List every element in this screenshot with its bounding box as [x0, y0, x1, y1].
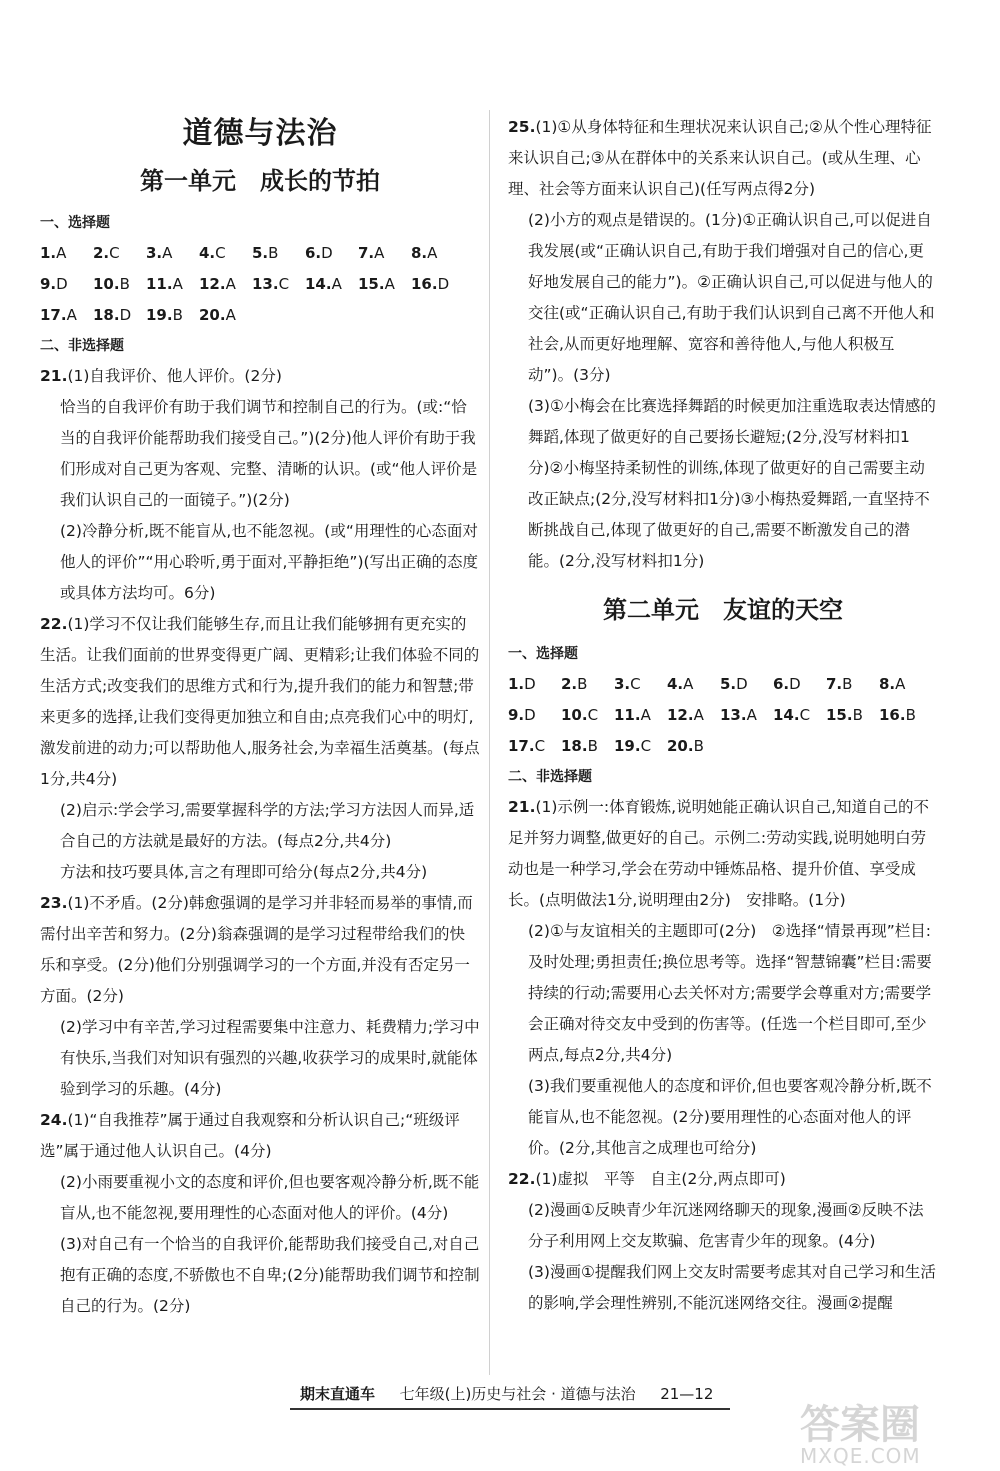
choice-answer [146, 300, 191, 331]
choice-answer [146, 238, 191, 269]
answer-text: (1)①从身体特征和生理状况来认识自己;②从个性心理特征来认识自己;③从在群体中的关系来认识自己。(或从生理、心理、社会等方面来认识自己)(任写两点得2分) [508, 118, 932, 198]
choice-letter: B [587, 737, 598, 755]
choice-answer [614, 700, 659, 731]
choice-letter: D [524, 706, 536, 724]
choice-answer [411, 238, 456, 269]
left-column [40, 110, 480, 1322]
choice-letter: B [119, 275, 130, 293]
footer-text [300, 1382, 713, 1406]
choice-number: 11. [146, 275, 173, 293]
choice-letter: C [587, 706, 599, 724]
answer-text: (3)①小梅会在比赛选择舞蹈的时候更加注重选取表达情感的舞蹈,体现了做更好的自己要扬长避短;(2分,没写材料扣1分)②小梅坚持柔韧性的训练,体现了做更好的自己需要主动改正缺点;(2分,没写材料扣1分)③小梅热爱舞蹈,一直坚持不断挑战自己,体现了做更好的自己,需要不断激发自己的潜能。(2分,没写材料扣1分) [528, 397, 936, 570]
choice-letter: A [162, 244, 173, 262]
unit1-section-choice: 一、选择题 [40, 215, 110, 231]
q-number: 22. [40, 615, 68, 633]
choice-letter: A [683, 675, 694, 693]
choice-letter: C [630, 675, 641, 693]
unit1-q23 [40, 888, 480, 1012]
choice-letter: C [799, 706, 811, 724]
choice-answer [773, 700, 818, 731]
choice-answer [93, 269, 138, 300]
choice-answer [879, 669, 924, 700]
choice-letter: A [427, 244, 438, 262]
unit1-title: 第一单元 成长的节拍 [140, 166, 380, 195]
choice-answer [199, 300, 244, 331]
unit2-q22 [508, 1164, 938, 1195]
choice-number: 6. [773, 675, 790, 693]
choice-answer [614, 669, 659, 700]
choice-answer [508, 700, 553, 731]
unit1-q25 [508, 112, 938, 205]
choice-letter: A [693, 706, 704, 724]
choice-number: 16. [879, 706, 906, 724]
choice-letter: D [119, 306, 132, 324]
answer-text: (3)对自己有一个恰当的自我评价,能帮助我们接受自己,对自己抱有正确的态度,不骄傲也不自卑;(2分)能帮助我们调节和控制自己的行为。(2分) [60, 1235, 480, 1315]
choice-number: 1. [40, 244, 57, 262]
choice-letter: A [384, 275, 395, 293]
choice-number: 10. [93, 275, 120, 293]
choice-number: 10. [561, 706, 588, 724]
choice-number: 19. [146, 306, 173, 324]
choice-number: 15. [826, 706, 853, 724]
choice-letter: B [268, 244, 279, 262]
choice-number: 4. [667, 675, 684, 693]
choice-letter: A [746, 706, 757, 724]
choice-answer [305, 238, 350, 269]
choice-number: 6. [305, 244, 322, 262]
q-number: 24. [40, 1111, 68, 1129]
right-column [508, 112, 938, 1319]
q-number: 21. [40, 367, 68, 385]
choice-letter: B [852, 706, 863, 724]
q-number: 25. [508, 118, 536, 136]
choice-letter: B [905, 706, 916, 724]
choice-answer [358, 238, 403, 269]
choice-number: 20. [199, 306, 226, 324]
choice-answer [508, 669, 553, 700]
watermark-url: MXQE.COM [800, 1444, 921, 1468]
q-number: 23. [40, 894, 68, 912]
column-divider [489, 110, 490, 1375]
choice-answer [199, 238, 244, 269]
answer-text: (1)“自我推荐”属于通过自我观察和分析认识自己;“班级评选”属于通过他人认识自己。(4分) [40, 1111, 460, 1160]
answer-text: (1)不矛盾。(2分)韩愈强调的是学习并非轻而易举的事情,而需付出辛苦和努力。(2分)翁森强调的是学习过程带给我们的快乐和享受。(2分)他们分别强调学习的一个方面,并没有否定另一方面。(2分) [40, 894, 473, 1005]
answer-text: (3)漫画①提醒我们网上交友时需要考虑其对自己学习和生活的影响,学会理性辨别,不能沉迷网络交往。漫画②提醒 [528, 1263, 936, 1312]
q-number: 22. [508, 1170, 536, 1188]
choice-number: 9. [40, 275, 57, 293]
choice-answer [252, 269, 297, 300]
choice-letter: A [66, 306, 77, 324]
choice-number: 17. [508, 737, 535, 755]
choice-answer [667, 731, 712, 762]
subject-title: 道德与法治 [182, 116, 338, 151]
answer-text: (3)我们要重视他人的态度和评价,但也要客观冷静分析,既不能盲从,也不能忽视。(2分)要用理性的心态面对他人的评价。(2分,其他言之成理也可给分) [528, 1077, 932, 1157]
answer-text: (1)学习不仅让我们能够生存,而且让我们能够拥有更充实的生活。让我们面前的世界变得更广阔、更精彩;让我们体验不同的生活方式;改变我们的思维方式和行为,提升我们的能力和智慧;带来更多的选择,让我们变得更加独立和自由;点亮我们心中的明灯,激发前进的动力;可以帮助他人,服务社会,为幸福生活奠基。(每点1分,共4分) [40, 615, 480, 788]
choice-number: 18. [93, 306, 120, 324]
choice-number: 1. [508, 675, 525, 693]
choice-letter: A [640, 706, 651, 724]
unit2-section-choice: 一、选择题 [508, 646, 578, 662]
choice-letter: C [109, 244, 120, 262]
choice-answer [411, 269, 456, 300]
choice-number: 14. [305, 275, 332, 293]
answer-text: (2)学习中有辛苦,学习过程需要集中注意力、耗费精力;学习中有快乐,当我们对知识有强烈的兴趣,收获学习的成果时,就能体验到学习的乐趣。(4分) [60, 1018, 480, 1098]
answer-text: (1)虚拟 平等 自主(2分,两点即可) [535, 1170, 786, 1188]
choice-letter: A [225, 306, 236, 324]
choice-number: 5. [720, 675, 737, 693]
answer-text: (2)漫画①反映青少年沉迷网络聊天的现象,漫画②反映不法分子利用网上交友欺骗、危害青少年的现象。(4分) [528, 1201, 924, 1250]
choice-letter: D [56, 275, 68, 293]
choice-answer [561, 669, 606, 700]
choice-letter: A [331, 275, 342, 293]
unit2-title: 第二单元 友谊的天空 [603, 595, 843, 624]
choice-answer [773, 669, 818, 700]
choice-answer [40, 238, 85, 269]
choice-answer [93, 238, 138, 269]
choice-answer [40, 269, 85, 300]
choice-number: 8. [411, 244, 428, 262]
footer-course: 七年级(上)历史与社会 · 道德与法治 [399, 1385, 636, 1403]
choice-number: 4. [199, 244, 216, 262]
choice-answer [199, 269, 244, 300]
choice-number: 7. [358, 244, 375, 262]
q-number: 21. [508, 798, 536, 816]
choice-letter: A [225, 275, 236, 293]
choice-number: 15. [358, 275, 385, 293]
choice-number: 3. [614, 675, 631, 693]
unit1-q21 [40, 361, 480, 392]
choice-number: 14. [773, 706, 800, 724]
choice-letter: C [640, 737, 652, 755]
choice-answer [305, 269, 350, 300]
choice-answer [508, 731, 553, 762]
choice-answer [720, 700, 765, 731]
choice-letter: C [215, 244, 226, 262]
answer-text: (2)启示:学会学习,需要掌握科学的方法;学习方法因人而异,适合自己的方法就是最好的方法。(每点2分,共4分) [60, 801, 475, 850]
choice-letter: A [56, 244, 67, 262]
choice-answer [40, 300, 85, 331]
choice-number: 12. [199, 275, 226, 293]
choice-number: 17. [40, 306, 67, 324]
watermark [800, 1401, 970, 1468]
unit1-choice-answers [40, 238, 480, 331]
footer-rule [290, 1408, 730, 1410]
choice-answer [614, 731, 659, 762]
choice-number: 13. [252, 275, 279, 293]
choice-number: 3. [146, 244, 163, 262]
choice-letter: D [524, 675, 536, 693]
choice-number: 2. [561, 675, 578, 693]
choice-number: 7. [826, 675, 843, 693]
unit1-q22 [40, 609, 480, 795]
answer-text: 方法和技巧要具体,言之有理即可给分(每点2分,共4分) [60, 863, 428, 881]
answer-text: (1)自我评价、他人评价。(2分) [67, 367, 282, 385]
choice-number: 13. [720, 706, 747, 724]
choice-letter: D [736, 675, 748, 693]
choice-answer [561, 731, 606, 762]
choice-letter: C [278, 275, 290, 293]
unit2-choice-answers [508, 669, 938, 762]
choice-letter: B [172, 306, 183, 324]
choice-letter: B [693, 737, 704, 755]
choice-answer [252, 238, 297, 269]
choice-number: 12. [667, 706, 694, 724]
answer-text: (1)示例一:体育锻炼,说明她能正确认识自己,知道自己的不足并努力调整,做更好的自己。示例二:劳动实践,说明她明白劳动也是一种学习,学会在劳动中锤炼品格、提升价值、享受成长。(点明做法1分,说明理由2分) 安排略。(1分) [508, 798, 930, 909]
choice-number: 2. [93, 244, 110, 262]
choice-answer [358, 269, 403, 300]
choice-answer [879, 700, 924, 731]
choice-number: 16. [411, 275, 438, 293]
answer-text: (2)小方的观点是错误的。(1分)①正确认识自己,可以促进自我发展(或“正确认识自己,有助于我们增强对自己的信心,更好地发展自己的能力”)。②正确认识自己,可以促进与他人的交往(或“正确认识自己,有助于我们认识到自己离不开他人和社会,从而更好地理解、宽容和善待他人,与他人积极互动”)。(3分) [528, 211, 935, 384]
choice-number: 20. [667, 737, 694, 755]
choice-letter: D [321, 244, 333, 262]
choice-letter: A [172, 275, 183, 293]
choice-letter: D [437, 275, 450, 293]
unit1-section-nonchoice: 二、非选择题 [40, 338, 124, 354]
unit2-q21 [508, 792, 938, 916]
choice-letter: D [789, 675, 801, 693]
answer-text: (2)冷静分析,既不能盲从,也不能忽视。(或“用理性的心态面对他人的评价”“用心聆听,勇于面对,平静拒绝”)(写出正确的态度或具体方法均可。6分) [60, 522, 479, 602]
choice-answer [561, 700, 606, 731]
choice-number: 9. [508, 706, 525, 724]
choice-number: 18. [561, 737, 588, 755]
choice-answer [826, 669, 871, 700]
choice-answer [720, 669, 765, 700]
answer-text: (2)①与友谊相关的主题即可(2分) ②选择“情景再现”栏目:及时处理;勇担责任;换位思考等。选择“智慧锦囊”栏目:需要持续的行动;需要用心去关怀对方;需要学会尊重对方;需要学会正确对待交友中受到的伤害等。(任选一个栏目即可,至少两点,每点2分,共4分) [528, 922, 932, 1064]
watermark-logo: 答案圈 [800, 1401, 920, 1448]
choice-letter: A [374, 244, 385, 262]
choice-number: 19. [614, 737, 641, 755]
choice-letter: B [577, 675, 588, 693]
choice-answer [826, 700, 871, 731]
choice-number: 11. [614, 706, 641, 724]
choice-answer [93, 300, 138, 331]
page-number: 21—12 [660, 1385, 714, 1403]
footer-brand: 期末直通车 [300, 1385, 376, 1403]
choice-answer [667, 700, 712, 731]
answer-text: 恰当的自我评价有助于我们调节和控制自己的行为。(或:“恰当的自我评价能帮助我们接受自己。”)(2分)他人评价有助于我们形成对自己更为客观、完整、清晰的认识。(或“他人评价是我们认识自己的一面镜子。”)(2分) [60, 398, 478, 509]
choice-letter: C [534, 737, 546, 755]
unit2-section-nonchoice: 二、非选择题 [508, 769, 592, 785]
choice-number: 8. [879, 675, 896, 693]
choice-answer [667, 669, 712, 700]
choice-number: 5. [252, 244, 269, 262]
choice-answer [146, 269, 191, 300]
answer-text: (2)小雨要重视小文的态度和评价,但也要客观冷静分析,既不能盲从,也不能忽视,要用理性的心态面对他人的评价。(4分) [60, 1173, 480, 1222]
choice-letter: A [895, 675, 906, 693]
unit1-q24 [40, 1105, 480, 1167]
choice-letter: B [842, 675, 853, 693]
